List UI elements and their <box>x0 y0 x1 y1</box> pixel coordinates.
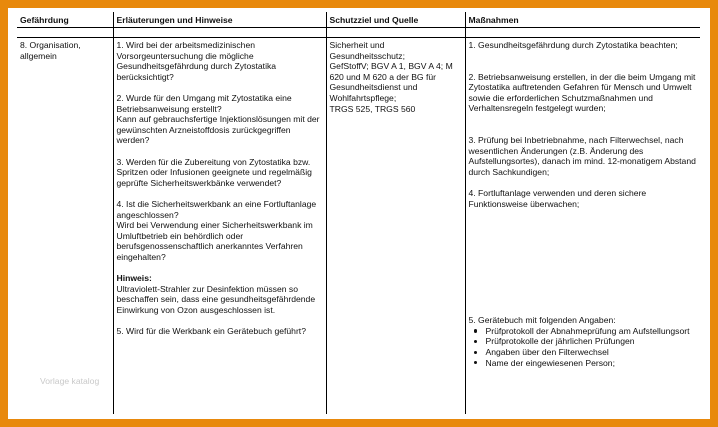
list-item: Name der eingewiesenen Person; <box>486 358 698 369</box>
measure-3: 3. Prüfung bei Inbetriebnahme, nach Filterwechsel, nach wesentlichen Änderungen (z.B. Änderung des Aufstellungsortes), danach im mind. 12-monatigem Abstand durch Sachkundigen; <box>468 134 696 177</box>
header-row <box>17 12 700 28</box>
measures-cell <box>465 38 700 415</box>
header-notes: Erläuterungen und Hinweise <box>113 12 326 28</box>
list-item: Prüfprotokoll der Abnahmeprüfung am Aufstellungsort <box>486 326 698 337</box>
notes-cell <box>113 38 326 415</box>
header-goal-source: Schutzziel und Quelle <box>326 12 465 28</box>
note-hint-label: Hinweis: <box>116 273 152 284</box>
note-q3: 3. Werden für die Zubereitung von Zytostatika bzw. Spritzen oder Infusionen geeignete und regelmäßig geprüfte Sicherheitswerkbänke verwendet? <box>116 156 312 188</box>
note-q5: 5. Wird für die Werkbank ein Gerätebuch geführt? <box>116 326 306 337</box>
list-item: Prüfprotokolle der jährlichen Prüfungen <box>486 336 698 347</box>
note-q2: 2. Wurde für den Umgang mit Zytostatika eine Betriebsanweisung erstellt? <box>116 92 292 114</box>
header-hazard: Gefährdung <box>17 12 113 28</box>
hazard-text: 8. Organisation, allgemein <box>20 40 81 61</box>
goal-line-3: TRGS 525, TRGS 560 <box>329 103 416 114</box>
measure-5: 5. Gerätebuch mit folgenden Angaben: <box>468 315 616 326</box>
note-hint-text: Ultraviolett-Strahler zur Desinfektion müssen so beschaffen sein, dass eine gesundheitsgefährdende Einwirkung von Ozon ausgeschlossen ist. <box>116 283 316 315</box>
note-q4b: Wird bei Verwendung einer Sicherheitswerkbank im Umluftbetrieb ein behördlich oder berufsgenossenschaftlich anerkanntes Verfahren eingehalten? <box>116 220 313 262</box>
list-item: Angaben über den Filterwechsel <box>486 347 698 358</box>
note-q4: 4. Ist die Sicherheitswerkbank an eine Fortluftanlage angeschlossen? <box>116 198 317 220</box>
goal-line-1: Sicherheit und Gesundheitsschutz; <box>329 40 405 61</box>
goal-source-cell <box>326 38 465 415</box>
note-q1: 1. Wird bei der arbeitsmedizinischen Vorsorgeuntersuchung die mögliche Gesundheitsgefährdung durch Zytostatika berücksichtigt? <box>116 40 277 82</box>
note-q2b: Kann auf gebrauchsfertige Injektionslösungen mit der gewünschten Arzneistoffdosis zurückgegriffen werden? <box>116 114 320 146</box>
goal-line-2: GefStoffV; BGV A 1, BGV A 4; M 620 und M 620 a der BG für Gesundheitsdienst und Wohlfahrtspflege; <box>329 61 453 103</box>
hazard-cell <box>17 38 113 415</box>
table-row <box>17 38 700 415</box>
measure-2: 2. Betriebsanweisung erstellen, in der die beim Umgang mit Zytostatika auftretenden Gefahren für Mensch und Umwelt sowie die erforderlichen Schutzmaßnahmen und Verhaltensregeln festgelegt wurden; <box>468 71 696 114</box>
header-measures: Maßnahmen <box>465 12 700 28</box>
risk-assessment-table <box>17 12 700 414</box>
measure-5-list <box>469 326 698 368</box>
watermark: Vorlage katalog <box>40 376 100 386</box>
measure-1: 1. Gesundheitsgefährdung durch Zytostatika beachten; <box>468 40 678 50</box>
spacer-row <box>17 28 700 38</box>
measure-4: 4. Fortluftanlage verwenden und deren sichere Funktionsweise überwachen; <box>468 187 647 209</box>
document-page <box>8 8 710 419</box>
